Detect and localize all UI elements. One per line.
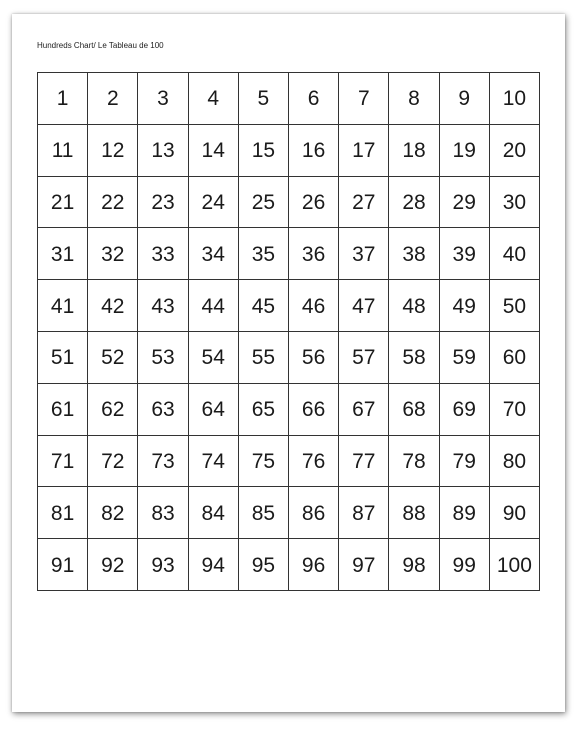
chart-cell: 49 bbox=[440, 280, 490, 332]
chart-cell: 87 bbox=[339, 487, 389, 539]
chart-cell: 95 bbox=[239, 539, 289, 591]
chart-cell: 27 bbox=[339, 177, 389, 229]
chart-cell: 99 bbox=[440, 539, 490, 591]
chart-cell: 85 bbox=[239, 487, 289, 539]
chart-cell: 34 bbox=[189, 228, 239, 280]
chart-cell: 71 bbox=[38, 436, 88, 488]
chart-cell: 8 bbox=[389, 73, 439, 125]
chart-cell: 48 bbox=[389, 280, 439, 332]
chart-cell: 97 bbox=[339, 539, 389, 591]
chart-cell: 65 bbox=[239, 384, 289, 436]
chart-cell: 9 bbox=[440, 73, 490, 125]
chart-cell: 76 bbox=[289, 436, 339, 488]
chart-cell: 80 bbox=[490, 436, 540, 488]
chart-cell: 47 bbox=[339, 280, 389, 332]
hundreds-chart-grid bbox=[37, 72, 540, 591]
chart-cell: 29 bbox=[440, 177, 490, 229]
chart-cell: 59 bbox=[440, 332, 490, 384]
chart-cell: 78 bbox=[389, 436, 439, 488]
chart-cell: 5 bbox=[239, 73, 289, 125]
chart-cell: 46 bbox=[289, 280, 339, 332]
chart-cell: 63 bbox=[138, 384, 188, 436]
chart-cell: 16 bbox=[289, 125, 339, 177]
chart-cell: 14 bbox=[189, 125, 239, 177]
chart-cell: 21 bbox=[38, 177, 88, 229]
chart-cell: 93 bbox=[138, 539, 188, 591]
chart-cell: 88 bbox=[389, 487, 439, 539]
chart-cell: 18 bbox=[389, 125, 439, 177]
chart-cell: 6 bbox=[289, 73, 339, 125]
chart-cell: 32 bbox=[88, 228, 138, 280]
chart-cell: 60 bbox=[490, 332, 540, 384]
chart-cell: 82 bbox=[88, 487, 138, 539]
chart-cell: 43 bbox=[138, 280, 188, 332]
chart-cell: 3 bbox=[138, 73, 188, 125]
chart-cell: 92 bbox=[88, 539, 138, 591]
chart-cell: 51 bbox=[38, 332, 88, 384]
chart-cell: 50 bbox=[490, 280, 540, 332]
chart-cell: 84 bbox=[189, 487, 239, 539]
chart-cell: 83 bbox=[138, 487, 188, 539]
chart-cell: 40 bbox=[490, 228, 540, 280]
chart-cell: 58 bbox=[389, 332, 439, 384]
chart-cell: 4 bbox=[189, 73, 239, 125]
chart-cell: 26 bbox=[289, 177, 339, 229]
chart-cell: 36 bbox=[289, 228, 339, 280]
chart-cell: 31 bbox=[38, 228, 88, 280]
chart-cell: 90 bbox=[490, 487, 540, 539]
chart-cell: 22 bbox=[88, 177, 138, 229]
chart-cell: 75 bbox=[239, 436, 289, 488]
chart-cell: 52 bbox=[88, 332, 138, 384]
chart-cell: 7 bbox=[339, 73, 389, 125]
chart-cell: 15 bbox=[239, 125, 289, 177]
chart-cell: 39 bbox=[440, 228, 490, 280]
document-title: Hundreds Chart/ Le Tableau de 100 bbox=[37, 41, 164, 50]
chart-cell: 12 bbox=[88, 125, 138, 177]
chart-cell: 72 bbox=[88, 436, 138, 488]
chart-cell: 37 bbox=[339, 228, 389, 280]
chart-cell: 98 bbox=[389, 539, 439, 591]
chart-cell: 68 bbox=[389, 384, 439, 436]
chart-cell: 25 bbox=[239, 177, 289, 229]
chart-cell: 30 bbox=[490, 177, 540, 229]
chart-cell: 61 bbox=[38, 384, 88, 436]
chart-cell: 81 bbox=[38, 487, 88, 539]
chart-cell: 13 bbox=[138, 125, 188, 177]
chart-cell: 73 bbox=[138, 436, 188, 488]
chart-cell: 53 bbox=[138, 332, 188, 384]
chart-cell: 100 bbox=[490, 539, 540, 591]
chart-cell: 70 bbox=[490, 384, 540, 436]
chart-cell: 57 bbox=[339, 332, 389, 384]
chart-cell: 33 bbox=[138, 228, 188, 280]
chart-cell: 69 bbox=[440, 384, 490, 436]
document-page bbox=[12, 14, 565, 712]
chart-cell: 11 bbox=[38, 125, 88, 177]
chart-cell: 62 bbox=[88, 384, 138, 436]
chart-cell: 1 bbox=[38, 73, 88, 125]
chart-cell: 55 bbox=[239, 332, 289, 384]
chart-cell: 42 bbox=[88, 280, 138, 332]
chart-cell: 41 bbox=[38, 280, 88, 332]
chart-cell: 20 bbox=[490, 125, 540, 177]
chart-cell: 89 bbox=[440, 487, 490, 539]
chart-cell: 56 bbox=[289, 332, 339, 384]
chart-cell: 77 bbox=[339, 436, 389, 488]
chart-cell: 38 bbox=[389, 228, 439, 280]
chart-cell: 17 bbox=[339, 125, 389, 177]
chart-cell: 91 bbox=[38, 539, 88, 591]
chart-cell: 10 bbox=[490, 73, 540, 125]
chart-cell: 2 bbox=[88, 73, 138, 125]
chart-cell: 19 bbox=[440, 125, 490, 177]
chart-cell: 94 bbox=[189, 539, 239, 591]
chart-cell: 67 bbox=[339, 384, 389, 436]
chart-cell: 96 bbox=[289, 539, 339, 591]
chart-cell: 23 bbox=[138, 177, 188, 229]
chart-cell: 74 bbox=[189, 436, 239, 488]
chart-cell: 64 bbox=[189, 384, 239, 436]
chart-cell: 35 bbox=[239, 228, 289, 280]
chart-cell: 28 bbox=[389, 177, 439, 229]
chart-cell: 45 bbox=[239, 280, 289, 332]
chart-cell: 24 bbox=[189, 177, 239, 229]
chart-cell: 79 bbox=[440, 436, 490, 488]
chart-cell: 44 bbox=[189, 280, 239, 332]
chart-cell: 86 bbox=[289, 487, 339, 539]
chart-cell: 54 bbox=[189, 332, 239, 384]
chart-cell: 66 bbox=[289, 384, 339, 436]
